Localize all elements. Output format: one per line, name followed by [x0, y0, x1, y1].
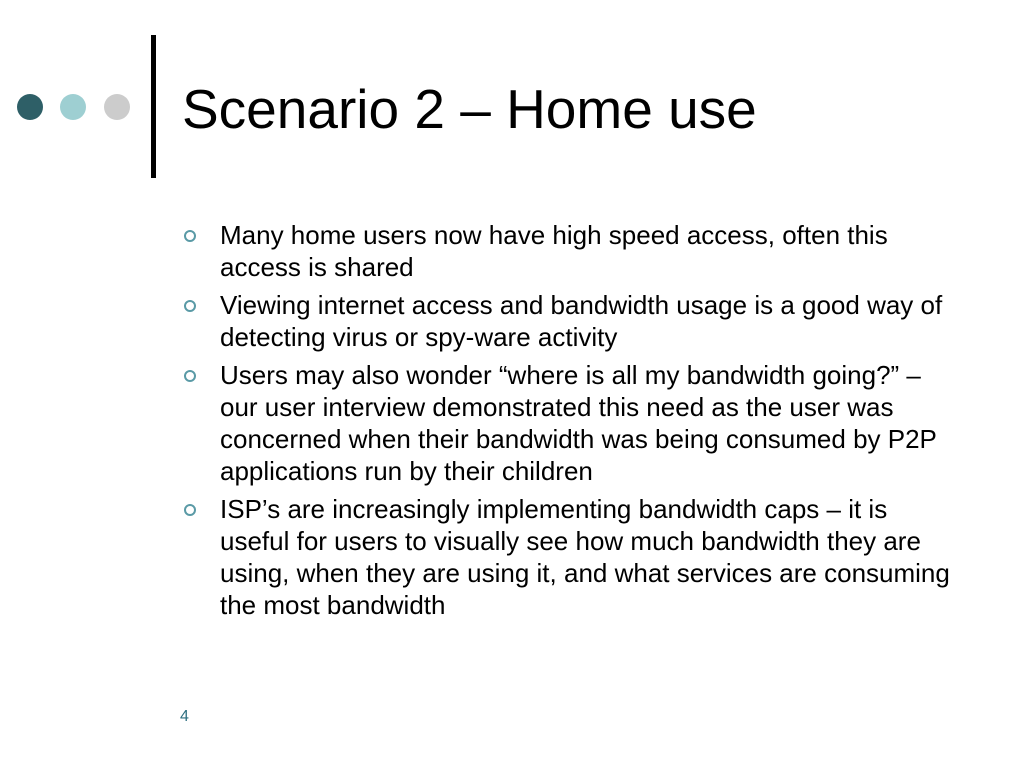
bullet-text: Viewing internet access and bandwidth usage is a good way of detecting virus or spy-ware activity — [220, 290, 943, 352]
bullet-list — [184, 219, 954, 627]
title-divider — [151, 35, 156, 178]
bullet-item — [184, 359, 954, 487]
bullet-text: ISP’s are increasingly implementing bandwidth caps – it is useful for users to visually see how much bandwidth they are using, when they are using it, and what services are consuming the most bandwidth — [220, 494, 950, 620]
decorative-dot-light — [60, 94, 86, 120]
decorative-dot-gray — [104, 94, 130, 120]
slide-title: Scenario 2 – Home use — [182, 78, 757, 140]
bullet-circle-icon — [184, 370, 196, 382]
bullet-item — [184, 219, 954, 283]
bullet-text: Many home users now have high speed access, often this access is shared — [220, 220, 888, 282]
bullet-item — [184, 493, 954, 621]
decorative-dot-dark — [17, 94, 43, 120]
page-number: 4 — [180, 708, 189, 725]
bullet-circle-icon — [184, 300, 196, 312]
bullet-text: Users may also wonder “where is all my bandwidth going?” – our user interview demonstrated this need as the user was concerned when their bandwidth was being consumed by P2P applications run by their children — [220, 360, 937, 486]
bullet-circle-icon — [184, 504, 196, 516]
bullet-circle-icon — [184, 230, 196, 242]
bullet-item — [184, 289, 954, 353]
